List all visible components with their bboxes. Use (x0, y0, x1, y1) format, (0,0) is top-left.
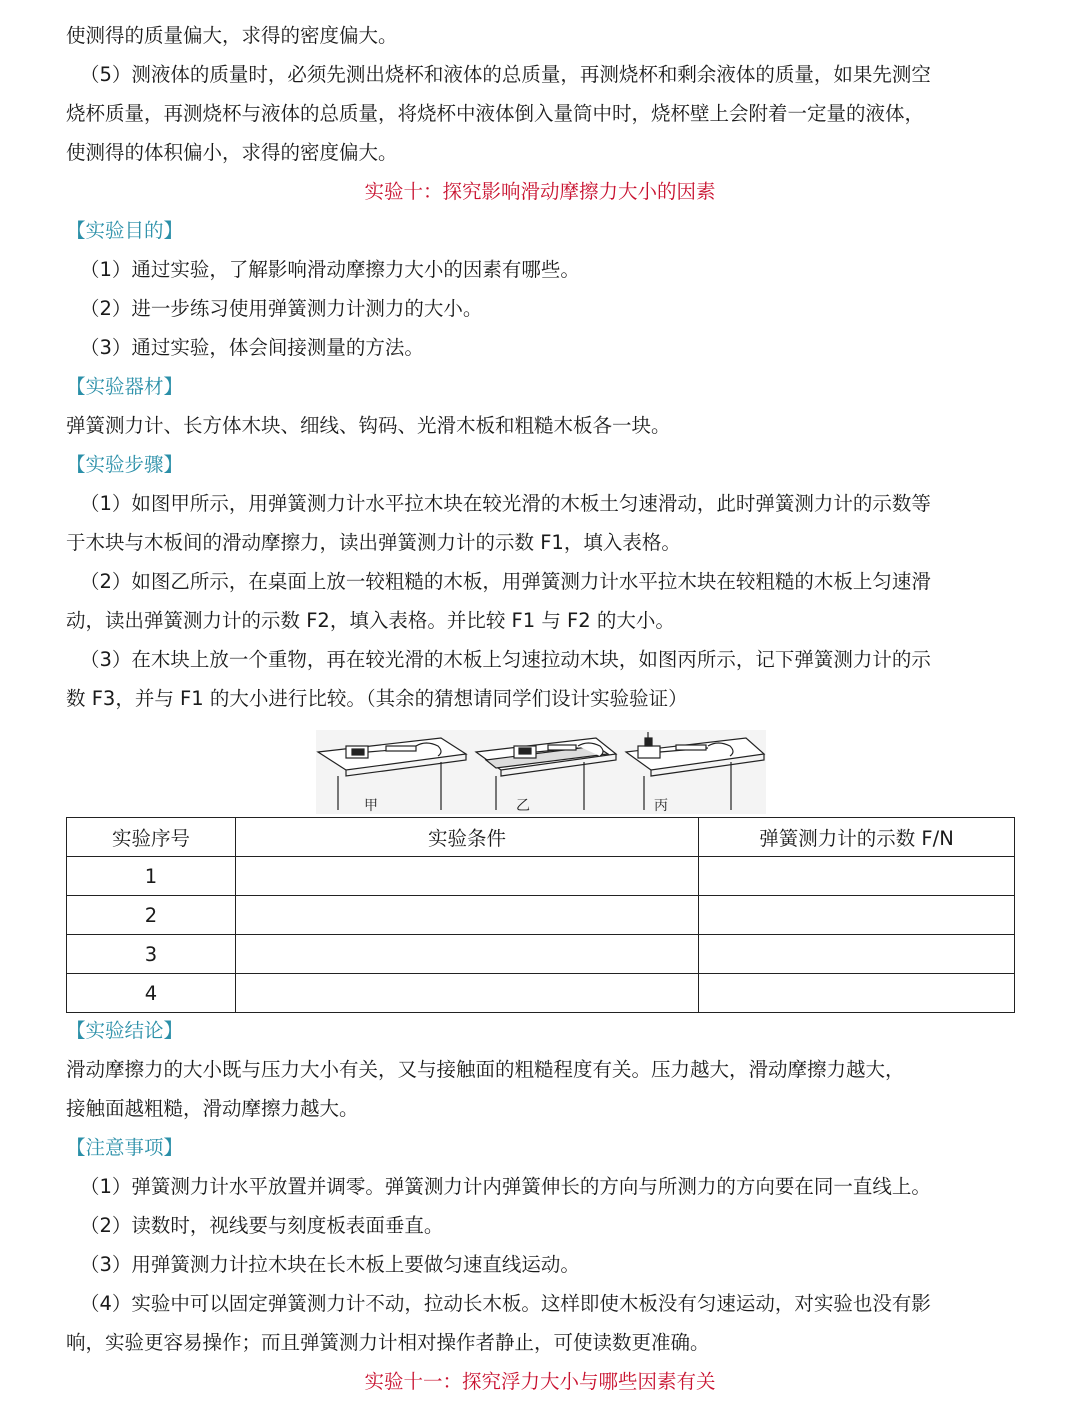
table-header: 弹簧测力计的示数 F/N (699, 818, 1015, 857)
equipment-heading: 【实验器材】 (66, 375, 184, 398)
table-header: 实验序号 (67, 818, 236, 857)
table-cell: 1 (67, 857, 236, 896)
step-line: 数 F3，并与 F1 的大小进行比较。（其余的猜想请同学们设计实验验证） (66, 687, 688, 710)
table-cell (236, 974, 699, 1013)
table-cell: 2 (67, 896, 236, 935)
note-line: （1）弹簧测力计水平放置并调零。弹簧测力计内弹簧伸长的方向与所测力的方向要在同一直线上。 (80, 1175, 931, 1198)
note-line: （2）读数时，视线要与刻度板表面垂直。 (80, 1214, 444, 1237)
paragraph-line: （5）测液体的质量时，必须先测出烧杯和液体的总质量，再测烧杯和剩余液体的质量，如果先测空 (80, 63, 931, 86)
purpose-item: （1）通过实验，了解影响滑动摩擦力大小的因素有哪些。 (80, 258, 580, 281)
steps-heading: 【实验步骤】 (66, 453, 184, 476)
table-cell (699, 935, 1015, 974)
paragraph-line: 使测得的体积偏小，求得的密度偏大。 (66, 141, 398, 164)
step-line: （3）在木块上放一个重物，再在较光滑的木板上匀速拉动木块，如图丙所示，记下弹簧测力计的示 (80, 648, 931, 671)
purpose-item: （2）进一步练习使用弹簧测力计测力的大小。 (80, 297, 483, 320)
table-cell (236, 857, 699, 896)
table-cell (699, 974, 1015, 1013)
table-cell (699, 857, 1015, 896)
table-cell: 4 (67, 974, 236, 1013)
conclusion-line: 滑动摩擦力的大小既与压力大小有关，又与接触面的粗糙程度有关。压力越大，滑动摩擦力越大， (66, 1058, 905, 1081)
next-section-title: 实验十一：探究浮力大小与哪些因素有关 (364, 1370, 716, 1393)
conclusion-line: 接触面越粗糙，滑动摩擦力越大。 (66, 1097, 359, 1120)
figure-label-jia: 甲 (364, 798, 378, 814)
paragraph-line: 烧杯质量，再测烧杯与液体的总质量，将烧杯中液体倒入量筒中时，烧杯壁上会附着一定量的液体， (66, 102, 925, 125)
notes-heading: 【注意事项】 (66, 1136, 184, 1159)
experiment-figure (316, 730, 766, 814)
equipment-text: 弹簧测力计、长方体木块、细线、钩码、光滑木板和粗糙木板各一块。 (66, 414, 671, 437)
note-line: （4）实验中可以固定弹簧测力计不动，拉动长木板。这样即使木板没有匀速运动，对实验也没有影 (80, 1292, 931, 1315)
figure-label-bing: 丙 (654, 798, 668, 814)
table-row (67, 857, 1015, 896)
purpose-item: （3）通过实验，体会间接测量的方法。 (80, 336, 424, 359)
table-row (67, 974, 1015, 1013)
step-line: （1）如图甲所示，用弹簧测力计水平拉木块在较光滑的木板土匀速滑动，此时弹簧测力计的示数等 (80, 492, 931, 515)
table-header-row (67, 818, 1015, 857)
section-title: 实验十：探究影响滑动摩擦力大小的因素 (364, 180, 716, 203)
note-line: 响，实验更容易操作；而且弹簧测力计相对操作者静止，可使读数更准确。 (66, 1331, 710, 1354)
step-line: 动，读出弹簧测力计的示数 F2，填入表格。并比较 F1 与 F2 的大小。 (66, 609, 675, 632)
figure-label-yi: 乙 (516, 798, 530, 814)
table-cell (236, 935, 699, 974)
step-line: （2）如图乙所示，在桌面上放一较粗糙的木板，用弹簧测力计水平拉木块在较粗糙的木板上匀速滑 (80, 570, 931, 593)
step-line: 于木块与木板间的滑动摩擦力，读出弹簧测力计的示数 F1，填入表格。 (66, 531, 681, 554)
purpose-heading: 【实验目的】 (66, 219, 184, 242)
table-header: 实验条件 (236, 818, 699, 857)
note-line: （3）用弹簧测力计拉木块在长木板上要做匀速直线运动。 (80, 1253, 580, 1276)
conclusion-heading: 【实验结论】 (66, 1019, 184, 1042)
paragraph-line: 使测得的质量偏大，求得的密度偏大。 (66, 24, 398, 47)
table-cell: 3 (67, 935, 236, 974)
table-cell (699, 896, 1015, 935)
table-row (67, 896, 1015, 935)
table-cell (236, 896, 699, 935)
data-table (66, 817, 1015, 1013)
table-row (67, 935, 1015, 974)
